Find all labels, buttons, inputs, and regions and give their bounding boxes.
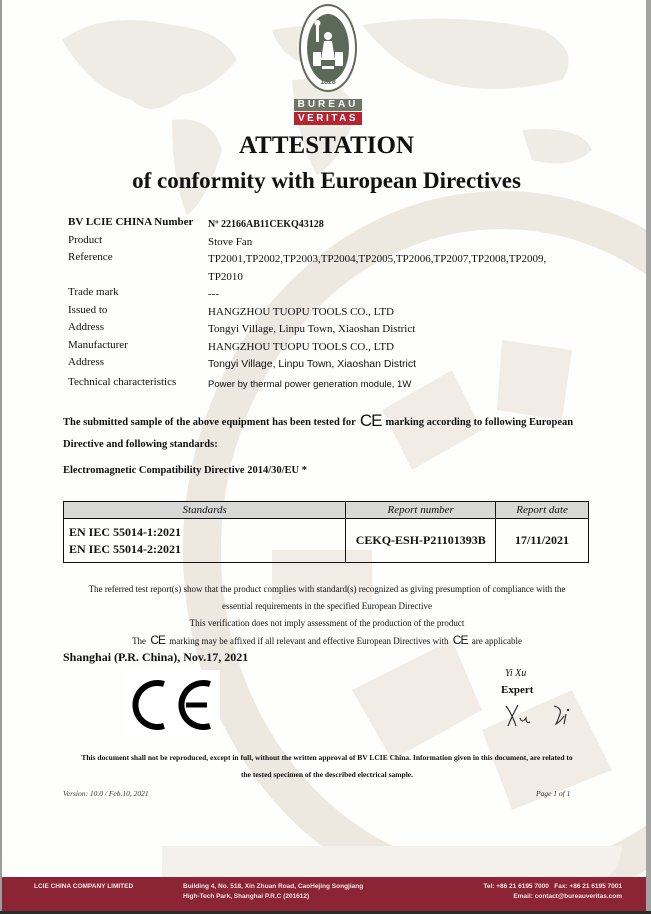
field-address (68, 321, 608, 339)
note-text: marking may be affixed if all relevant and effective European Directives with (169, 636, 449, 646)
ce-logo-icon (124, 670, 220, 736)
field-product (68, 234, 608, 252)
field-label: BV LCIE CHINA Number (68, 216, 194, 228)
reference-line-2: TP2010 (208, 270, 243, 283)
manufacturer-value: HANGZHOU TUOPU TOOLS CO., LTD (208, 340, 394, 353)
torch-figure-icon (307, 14, 349, 82)
logo-year: 1828 (320, 79, 336, 86)
handwritten-signature (504, 700, 584, 728)
footer-address (183, 882, 413, 902)
product-value: Stove Fan (208, 235, 253, 248)
field-label: Reference (68, 251, 113, 263)
field-technical (68, 376, 608, 394)
ce-logo (124, 670, 220, 736)
field-label: Manufacturer (68, 338, 128, 351)
logo-bureau-text: BUREAU (294, 99, 362, 111)
signatory-role: Expert (501, 684, 534, 696)
footer-address-line: Building 4, No. 518, Xin Zhuan Road, CaoHejing Songjiang (183, 883, 364, 890)
footer-address-line: High-Tech Park, Shanghai P.R.C (201612) (183, 893, 310, 900)
logo-figure (307, 14, 349, 82)
table-header-row (64, 502, 589, 519)
certificate-number: Nº 22166AB11CEKQ43128 (208, 219, 324, 230)
bureau-veritas-logo (294, 4, 362, 126)
header-report-date: Report date (496, 502, 589, 519)
place-and-date: Shanghai (P.R. China), Nov.17, 2021 (63, 650, 249, 664)
reference-value (208, 251, 598, 286)
table-row (64, 519, 589, 563)
note-text: The (132, 636, 147, 646)
field-label: Address (68, 356, 105, 368)
footer-email: Email: contact@bureauveritas.com (513, 893, 622, 900)
technical-value: Power by thermal power generation module, 1W (208, 378, 412, 390)
field-trademark (68, 286, 608, 304)
field-manufacturer-address (68, 356, 608, 374)
field-reference (68, 251, 608, 286)
issued-to-value: HANGZHOU TUOPU TOOLS CO., LTD (208, 305, 394, 318)
manufacturer-address-value: Tongyi Village, Linpu Town, Xiaoshan District (208, 358, 416, 370)
reference-line-1: TP2001,TP2002,TP2003,TP2004,TP2005,TP2006,TP2007,TP2008,TP2009, (208, 253, 547, 265)
document-subtitle: of conformity with European Directives (132, 168, 521, 193)
header-report-number: Report number (346, 502, 496, 519)
version-info: Version: 10.0 / Feb.10, 2021 (63, 789, 149, 798)
field-label: Product (68, 233, 103, 246)
logo-veritas-text: VERITAS (294, 112, 362, 125)
statement-text: The submitted sample of the above equipment has been tested for (63, 417, 356, 428)
field-manufacturer (68, 339, 608, 357)
directive-title: Electromagnetic Compatibility Directive 2014/30/EU * (63, 465, 307, 476)
verification-note: This verification does not imply assessment of the production of the product (189, 618, 465, 628)
page-edge-right (646, 0, 651, 914)
ce-affix-note (42, 632, 612, 650)
standard-item: EN IEC 55014-2:2021 (69, 541, 182, 556)
trademark-value: --- (208, 288, 219, 300)
disclaimer-line-2: the tested specimen of the described electrical sample. (240, 770, 414, 779)
footer-contact (422, 882, 622, 902)
document-title: ATTESTATION (238, 132, 415, 159)
disclaimer-line-1: This document shall not be reproduced, except in full, without the written approval of BV LCIE China. Information given in this document, are related to (81, 753, 573, 762)
signatory-name: Yi Xu (505, 668, 527, 679)
field-label: Issued to (68, 303, 108, 316)
ce-mark-icon: CE (150, 633, 165, 647)
tested-statement (63, 410, 603, 456)
address-value: Tongyi Village, Linpu Town, Xiaoshan District (208, 323, 416, 335)
ce-mark-icon: CE (452, 633, 468, 647)
footer-phone-fax: Tel: +86 21 6195 7000 Fax: +86 21 6195 7001 (483, 883, 622, 890)
standards-cell (64, 519, 346, 563)
field-label: Technical characteristics (68, 375, 177, 388)
ce-mark-icon: CE (359, 411, 382, 430)
header-standards: Standards (64, 502, 346, 519)
field-label: Address (68, 321, 105, 333)
statement-text: marking according to following European (385, 417, 574, 428)
field-number (68, 216, 608, 234)
report-number-cell: CEKQ-ESH-P21101393B (346, 519, 496, 563)
compliance-note-1: The referred test report(s) show that the product complies with standard(s) recognized as giving presumption of compliance with the (88, 584, 566, 594)
standards-table (63, 501, 589, 563)
page-number: Page 1 of 1 (536, 789, 571, 798)
compliance-note-2: essential requirements in the specified European Directive (222, 601, 432, 611)
logo-seal (299, 4, 357, 92)
certificate-page (2, 0, 646, 912)
certificate-fields (68, 216, 608, 393)
company-footer (2, 877, 646, 911)
statement-text: Directive and following standards: (63, 439, 218, 450)
report-date-cell: 17/11/2021 (496, 519, 589, 563)
standard-item: EN IEC 55014-1:2021 (69, 524, 182, 539)
field-issued-to (68, 304, 608, 322)
field-label: Trade mark (68, 286, 119, 298)
note-text: are applicable (471, 636, 522, 646)
footer-company: LCIE CHINA COMPANY LIMITED (34, 883, 134, 890)
